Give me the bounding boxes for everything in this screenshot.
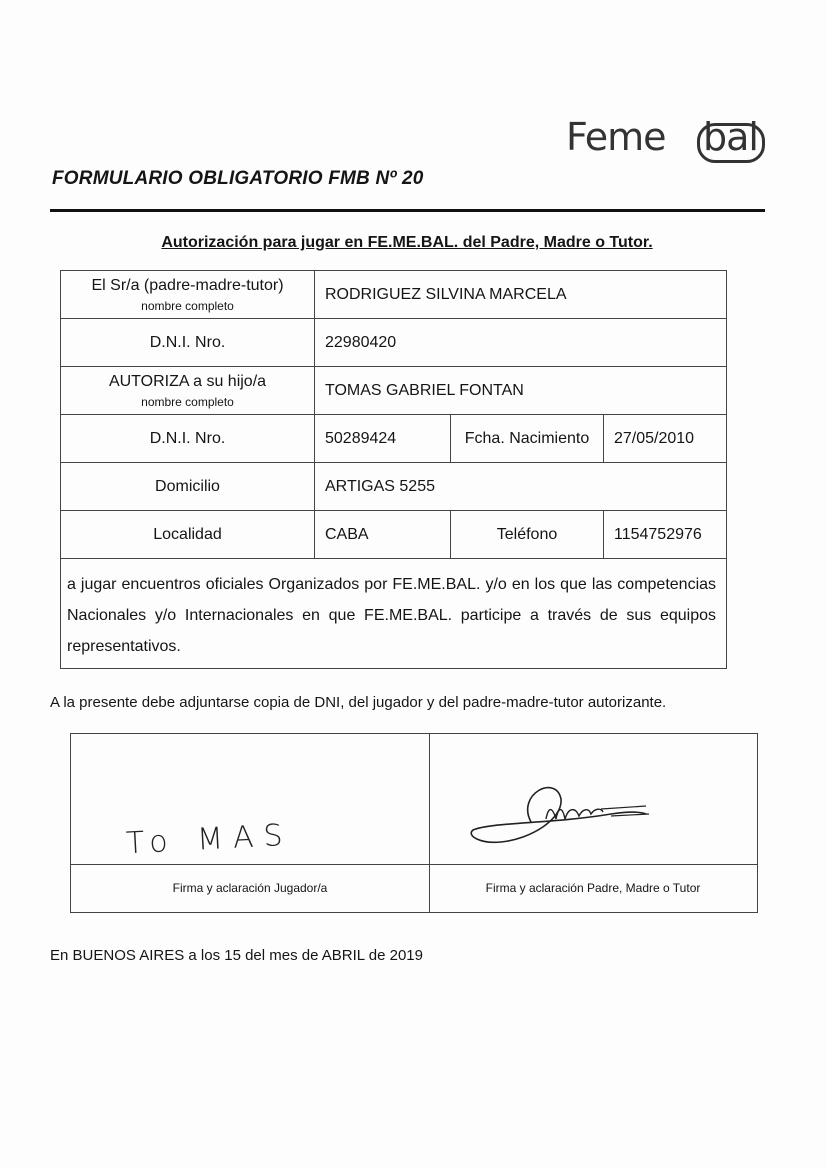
city-row (61, 511, 727, 559)
logo-pill-text: bal (703, 115, 758, 159)
form-title: FORMULARIO OBLIGATORIO FMB Nº 20 (52, 168, 424, 189)
signature-box (70, 733, 758, 913)
title-rule (50, 209, 765, 212)
tutor-dni-label: D.N.I. Nro. (61, 319, 315, 367)
birth-date-field[interactable]: 27/05/2010 (604, 415, 727, 463)
address-row (61, 463, 727, 511)
city-label: Localidad (61, 511, 315, 559)
child-dni-row (61, 415, 727, 463)
child-name-field[interactable]: TOMAS GABRIEL FONTAN (315, 367, 727, 415)
city-field[interactable]: CABA (315, 511, 451, 559)
authorization-form-table (60, 270, 727, 669)
logo-text: Feme (566, 115, 666, 159)
player-handwritten-name: To MAS (125, 817, 294, 862)
tutor-name-field[interactable]: RODRIGUEZ SILVINA MARCELA (315, 271, 727, 319)
parent-signature-caption: Firma y aclaración Padre, Madre o Tutor (485, 881, 701, 895)
child-dni-field[interactable]: 50289424 (315, 415, 451, 463)
child-label-cell (61, 367, 315, 415)
child-row (61, 367, 727, 415)
player-signature-caption: Firma y aclaración Jugador/a (172, 881, 328, 895)
address-field[interactable]: ARTIGAS 5255 (315, 463, 727, 511)
child-sublabel: nombre completo (141, 394, 234, 409)
signature-divider-horizontal (71, 864, 757, 865)
tutor-label-cell (61, 271, 315, 319)
tutor-dni-row (61, 319, 727, 367)
parent-signature-scribble (461, 764, 661, 854)
child-dni-label: D.N.I. Nro. (61, 415, 315, 463)
child-label: AUTORIZA a su hijo/a (108, 372, 267, 390)
authorization-text: a jugar encuentros oficiales Organizados por FE.ME.BAL. y/o en los que las competencias Nacionales y/o Internacionales en que FE.ME.BAL. participe a través de sus equipos representativos. (61, 559, 727, 669)
birth-date-label: Fcha. Nacimiento (451, 415, 604, 463)
place-date-line: En BUENOS AIRES a los 15 del mes de ABRIL de 2019 (50, 947, 423, 964)
tutor-sublabel: nombre completo (141, 298, 234, 313)
address-label: Domicilio (61, 463, 315, 511)
femebal-logo (566, 112, 766, 162)
tutor-label: El Sr/a (padre-madre-tutor) (91, 276, 284, 294)
tutor-dni-field[interactable]: 22980420 (315, 319, 727, 367)
attachment-note: A la presente debe adjuntarse copia de DNI, del jugador y del padre-madre-tutor autorizante. (50, 694, 667, 711)
authorization-text-row (61, 559, 727, 669)
phone-label: Teléfono (451, 511, 604, 559)
phone-field[interactable]: 1154752976 (604, 511, 727, 559)
tutor-row (61, 271, 727, 319)
form-subtitle: Autorización para jugar en FE.ME.BAL. del Padre, Madre o Tutor. (161, 234, 653, 251)
